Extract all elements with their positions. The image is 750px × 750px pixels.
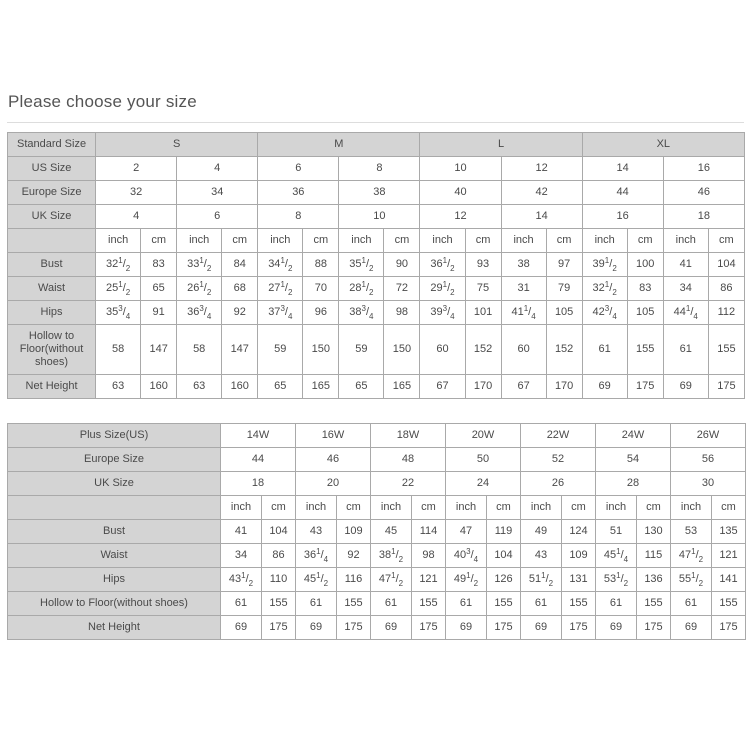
value-cell: 88 (303, 253, 339, 277)
value-cell: cm (546, 229, 582, 253)
value-cell: 116 (337, 568, 371, 592)
value-cell: 136 (637, 568, 671, 592)
value-cell: 16W (296, 424, 371, 448)
table-row (8, 520, 746, 544)
value-cell: $36^1/_4$ (296, 544, 337, 568)
value-cell: 68 (222, 277, 258, 301)
value-cell: 20 (296, 472, 371, 496)
value-cell: $49^1/_2$ (446, 568, 487, 592)
value-cell: 46 (663, 181, 744, 205)
row-label-cell: Hips (8, 301, 96, 325)
divider (7, 122, 744, 123)
value-cell: $53^1/_2$ (596, 568, 637, 592)
table-row (8, 277, 745, 301)
value-cell: cm (303, 229, 339, 253)
value-cell: 170 (465, 375, 501, 399)
value-cell: 100 (627, 253, 663, 277)
row-label-cell: UK Size (8, 205, 96, 229)
value-cell: cm (562, 496, 596, 520)
value-cell: $44^1/_4$ (663, 301, 708, 325)
value-cell: $35^3/_4$ (96, 301, 141, 325)
value-cell: 8 (339, 157, 420, 181)
value-cell: $45^1/_2$ (296, 568, 337, 592)
value-cell: 165 (303, 375, 339, 399)
value-cell: 83 (141, 253, 177, 277)
value-cell: 75 (465, 277, 501, 301)
value-cell: 38 (501, 253, 546, 277)
value-cell: cm (637, 496, 671, 520)
value-cell: 10 (420, 157, 501, 181)
value-cell: 59 (258, 325, 303, 375)
value-cell: 61 (521, 592, 562, 616)
value-cell: $25^1/_2$ (96, 277, 141, 301)
value-cell: 155 (262, 592, 296, 616)
value-cell: 165 (384, 375, 420, 399)
value-cell: 69 (582, 375, 627, 399)
table-row (8, 472, 746, 496)
value-cell: 175 (262, 616, 296, 640)
value-cell: 45 (371, 520, 412, 544)
row-label-cell: Hollow to Floor(without shoes) (8, 325, 96, 375)
value-cell: 10 (339, 205, 420, 229)
row-label-cell: M (258, 133, 420, 157)
value-cell: $26^1/_2$ (177, 277, 222, 301)
row-label-cell: L (420, 133, 582, 157)
value-cell: 24W (596, 424, 671, 448)
value-cell: 34 (221, 544, 262, 568)
value-cell: cm (337, 496, 371, 520)
value-cell: 6 (258, 157, 339, 181)
row-label-cell: S (96, 133, 258, 157)
value-cell: 61 (371, 592, 412, 616)
value-cell: 18 (221, 472, 296, 496)
table-row (8, 301, 745, 325)
value-cell: 40 (420, 181, 501, 205)
value-cell: $38^1/_2$ (371, 544, 412, 568)
value-cell: 131 (562, 568, 596, 592)
value-cell: $35^1/_2$ (339, 253, 384, 277)
value-cell: 121 (712, 544, 746, 568)
value-cell: 61 (671, 592, 712, 616)
value-cell: 114 (412, 520, 446, 544)
value-cell: 104 (487, 544, 521, 568)
row-label-cell: Europe Size (8, 448, 221, 472)
value-cell: inch (371, 496, 412, 520)
table-row (8, 448, 746, 472)
value-cell: $32^1/_2$ (582, 277, 627, 301)
standard-size-table (7, 132, 745, 399)
value-cell: 175 (337, 616, 371, 640)
value-cell: 69 (521, 616, 562, 640)
value-cell: 2 (96, 157, 177, 181)
value-cell: 155 (412, 592, 446, 616)
value-cell: inch (177, 229, 222, 253)
value-cell: 16 (582, 205, 663, 229)
value-cell: 34 (663, 277, 708, 301)
table-row (8, 616, 746, 640)
value-cell: $29^1/_2$ (420, 277, 465, 301)
row-label-cell: Europe Size (8, 181, 96, 205)
value-cell: 69 (671, 616, 712, 640)
table-row (8, 205, 745, 229)
value-cell: 124 (562, 520, 596, 544)
table-row (8, 568, 746, 592)
value-cell: 147 (141, 325, 177, 375)
value-cell: cm (712, 496, 746, 520)
value-cell: $51^1/_2$ (521, 568, 562, 592)
value-cell: 54 (596, 448, 671, 472)
value-cell: 32 (96, 181, 177, 205)
row-label-cell: US Size (8, 157, 96, 181)
value-cell: 160 (141, 375, 177, 399)
value-cell: $39^1/_2$ (582, 253, 627, 277)
value-cell: 115 (637, 544, 671, 568)
row-label-cell: Hips (8, 568, 221, 592)
value-cell: 42 (501, 181, 582, 205)
value-cell: 53 (671, 520, 712, 544)
table-row (8, 253, 745, 277)
value-cell: 14 (582, 157, 663, 181)
row-label-cell: Bust (8, 520, 221, 544)
value-cell: cm (465, 229, 501, 253)
value-cell: 86 (708, 277, 744, 301)
value-cell: 175 (562, 616, 596, 640)
value-cell: 44 (221, 448, 296, 472)
row-label-cell: Waist (8, 277, 96, 301)
value-cell: 147 (222, 325, 258, 375)
value-cell: 58 (177, 325, 222, 375)
value-cell: 69 (663, 375, 708, 399)
value-cell: 126 (487, 568, 521, 592)
value-cell: 12 (420, 205, 501, 229)
value-cell: 60 (420, 325, 465, 375)
value-cell: 61 (221, 592, 262, 616)
value-cell: 22W (521, 424, 596, 448)
table-gap (7, 399, 744, 423)
value-cell: 69 (596, 616, 637, 640)
value-cell: cm (222, 229, 258, 253)
value-cell: 155 (708, 325, 744, 375)
value-cell: 52 (521, 448, 596, 472)
row-label-cell: UK Size (8, 472, 221, 496)
value-cell: 92 (337, 544, 371, 568)
value-cell: 24 (446, 472, 521, 496)
value-cell: $28^1/_2$ (339, 277, 384, 301)
value-cell: inch (339, 229, 384, 253)
value-cell: 152 (465, 325, 501, 375)
value-cell: 46 (296, 448, 371, 472)
value-cell: 31 (501, 277, 546, 301)
value-cell: 155 (637, 592, 671, 616)
table-row (8, 325, 745, 375)
value-cell: $27^1/_2$ (258, 277, 303, 301)
value-cell: 155 (712, 592, 746, 616)
value-cell: inch (446, 496, 487, 520)
value-cell: $32^1/_2$ (96, 253, 141, 277)
value-cell: 121 (412, 568, 446, 592)
value-cell: 72 (384, 277, 420, 301)
value-cell: 135 (712, 520, 746, 544)
value-cell: cm (708, 229, 744, 253)
table-row (8, 181, 745, 205)
row-label-cell (8, 496, 221, 520)
value-cell: 97 (546, 253, 582, 277)
value-cell: 69 (296, 616, 337, 640)
value-cell: $41^1/_4$ (501, 301, 546, 325)
value-cell: 83 (627, 277, 663, 301)
value-cell: inch (420, 229, 465, 253)
value-cell: 44 (582, 181, 663, 205)
value-cell: 112 (708, 301, 744, 325)
value-cell: 60 (501, 325, 546, 375)
value-cell: 175 (627, 375, 663, 399)
value-cell: 69 (221, 616, 262, 640)
value-cell: 34 (177, 181, 258, 205)
value-cell: 155 (487, 592, 521, 616)
value-cell: 79 (546, 277, 582, 301)
value-cell: 63 (177, 375, 222, 399)
value-cell: 155 (337, 592, 371, 616)
value-cell: inch (96, 229, 141, 253)
value-cell: $40^3/_4$ (446, 544, 487, 568)
value-cell: $55^1/_2$ (671, 568, 712, 592)
value-cell: 63 (96, 375, 141, 399)
value-cell: 30 (671, 472, 746, 496)
value-cell: 56 (671, 448, 746, 472)
value-cell: 20W (446, 424, 521, 448)
value-cell: 4 (96, 205, 177, 229)
value-cell: 41 (221, 520, 262, 544)
table-row (8, 424, 746, 448)
value-cell: 175 (487, 616, 521, 640)
value-cell: 109 (337, 520, 371, 544)
value-cell: 84 (222, 253, 258, 277)
value-cell: 50 (446, 448, 521, 472)
value-cell: inch (582, 229, 627, 253)
row-label-cell: Plus Size(US) (8, 424, 221, 448)
value-cell: 14 (501, 205, 582, 229)
value-cell: 38 (339, 181, 420, 205)
table-row (8, 229, 745, 253)
table-row (8, 133, 745, 157)
value-cell: $42^3/_4$ (582, 301, 627, 325)
value-cell: inch (521, 496, 562, 520)
value-cell: inch (258, 229, 303, 253)
value-cell: 104 (708, 253, 744, 277)
value-cell: 28 (596, 472, 671, 496)
value-cell: 49 (521, 520, 562, 544)
value-cell: 160 (222, 375, 258, 399)
value-cell: inch (671, 496, 712, 520)
plus-size-table (7, 423, 746, 640)
row-label-cell: XL (582, 133, 744, 157)
value-cell: 47 (446, 520, 487, 544)
value-cell: inch (663, 229, 708, 253)
row-label-cell: Standard Size (8, 133, 96, 157)
value-cell: cm (384, 229, 420, 253)
value-cell: 152 (546, 325, 582, 375)
value-cell: 86 (262, 544, 296, 568)
value-cell: 91 (141, 301, 177, 325)
value-cell: 22 (371, 472, 446, 496)
table-row (8, 496, 746, 520)
value-cell: $39^3/_4$ (420, 301, 465, 325)
value-cell: 175 (412, 616, 446, 640)
row-label-cell: Net Height (8, 375, 96, 399)
value-cell: $36^1/_2$ (420, 253, 465, 277)
row-label-cell: Hollow to Floor(without shoes) (8, 592, 221, 616)
value-cell: 18W (371, 424, 446, 448)
value-cell: cm (627, 229, 663, 253)
value-cell: 67 (420, 375, 465, 399)
value-cell: cm (487, 496, 521, 520)
value-cell: 155 (562, 592, 596, 616)
value-cell: 175 (637, 616, 671, 640)
row-label-cell: Net Height (8, 616, 221, 640)
value-cell: $34^1/_2$ (258, 253, 303, 277)
value-cell: 12 (501, 157, 582, 181)
value-cell: 61 (296, 592, 337, 616)
value-cell: 101 (465, 301, 501, 325)
value-cell: 67 (501, 375, 546, 399)
row-label-cell: Waist (8, 544, 221, 568)
value-cell: 58 (96, 325, 141, 375)
value-cell: inch (296, 496, 337, 520)
value-cell: 69 (371, 616, 412, 640)
value-cell: cm (262, 496, 296, 520)
value-cell: 70 (303, 277, 339, 301)
value-cell: 105 (546, 301, 582, 325)
value-cell: inch (596, 496, 637, 520)
value-cell: 18 (663, 205, 744, 229)
value-cell: 48 (371, 448, 446, 472)
value-cell: cm (141, 229, 177, 253)
row-label-cell: Bust (8, 253, 96, 277)
value-cell: 130 (637, 520, 671, 544)
value-cell: $37^3/_4$ (258, 301, 303, 325)
value-cell: 141 (712, 568, 746, 592)
value-cell: 175 (712, 616, 746, 640)
value-cell: 96 (303, 301, 339, 325)
value-cell: 110 (262, 568, 296, 592)
value-cell: 69 (446, 616, 487, 640)
value-cell: 16 (663, 157, 744, 181)
value-cell: $47^1/_2$ (371, 568, 412, 592)
value-cell: 98 (412, 544, 446, 568)
value-cell: 61 (446, 592, 487, 616)
value-cell: cm (412, 496, 446, 520)
value-cell: $36^3/_4$ (177, 301, 222, 325)
value-cell: 65 (141, 277, 177, 301)
value-cell: 170 (546, 375, 582, 399)
value-cell: 98 (384, 301, 420, 325)
value-cell: $33^1/_2$ (177, 253, 222, 277)
table-row (8, 592, 746, 616)
value-cell: inch (221, 496, 262, 520)
table-row (8, 157, 745, 181)
value-cell: 26 (521, 472, 596, 496)
page-title: Please choose your size (8, 92, 197, 111)
value-cell: $38^3/_4$ (339, 301, 384, 325)
value-cell: 155 (627, 325, 663, 375)
value-cell: 150 (384, 325, 420, 375)
value-cell: 14W (221, 424, 296, 448)
value-cell: 61 (663, 325, 708, 375)
value-cell: 8 (258, 205, 339, 229)
value-cell: 61 (582, 325, 627, 375)
value-cell: 93 (465, 253, 501, 277)
value-cell: 175 (708, 375, 744, 399)
value-cell: 109 (562, 544, 596, 568)
value-cell: 65 (339, 375, 384, 399)
value-cell: $45^1/_4$ (596, 544, 637, 568)
value-cell: $43^1/_2$ (221, 568, 262, 592)
value-cell: 65 (258, 375, 303, 399)
value-cell: 43 (521, 544, 562, 568)
table-row (8, 544, 746, 568)
value-cell: 150 (303, 325, 339, 375)
value-cell: 92 (222, 301, 258, 325)
value-cell: 51 (596, 520, 637, 544)
value-cell: 4 (177, 157, 258, 181)
value-cell: 36 (258, 181, 339, 205)
value-cell: 59 (339, 325, 384, 375)
value-cell: 61 (596, 592, 637, 616)
value-cell: 105 (627, 301, 663, 325)
table-row (8, 375, 745, 399)
value-cell: 6 (177, 205, 258, 229)
value-cell: 119 (487, 520, 521, 544)
value-cell: 41 (663, 253, 708, 277)
value-cell: 90 (384, 253, 420, 277)
value-cell: 26W (671, 424, 746, 448)
row-label-cell (8, 229, 96, 253)
value-cell: 43 (296, 520, 337, 544)
value-cell: 104 (262, 520, 296, 544)
value-cell: $47^1/_2$ (671, 544, 712, 568)
value-cell: inch (501, 229, 546, 253)
